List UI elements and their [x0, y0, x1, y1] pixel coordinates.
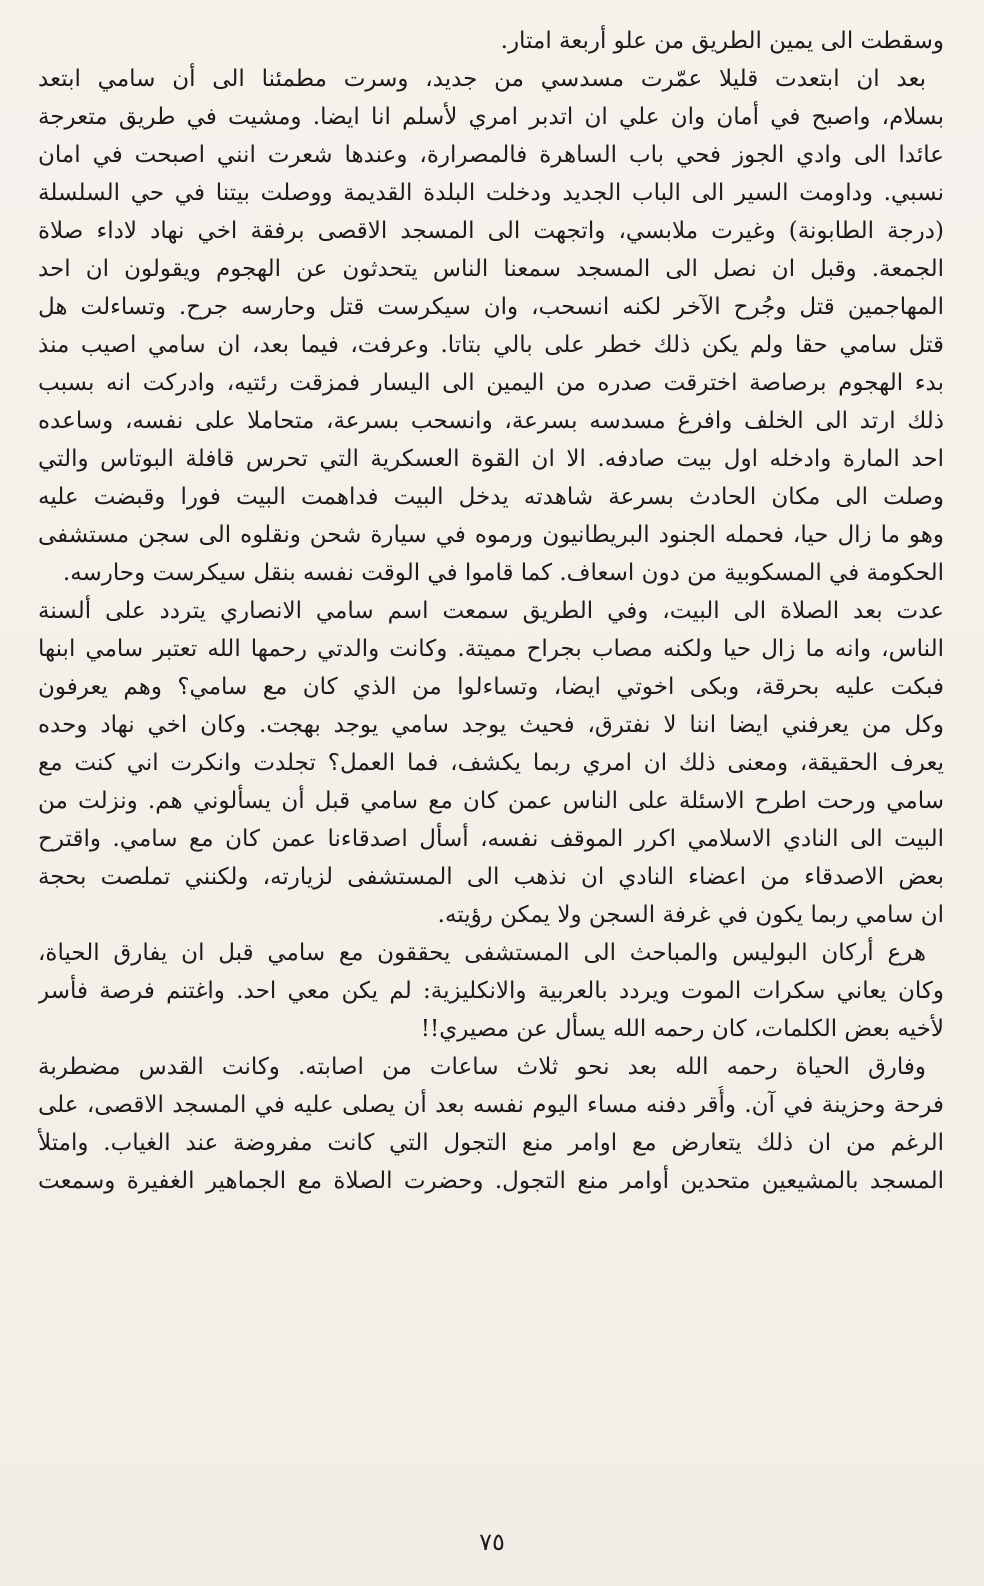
text-line: وكان يعاني سكرات الموت ويردد بالعربية والانكليزية: لم يكن معي احد. واغتنم فرصة فأسر — [38, 978, 944, 1004]
text-line: وهو ما زال حيا، فحمله الجنود البريطانيون ورموه في سيارة شحن ونقلوه الى سجن مستشفى — [38, 522, 944, 548]
text-line: بعد ان ابتعدت قليلا عمّرت مسدسي من جديد، وسرت مطمئنا الى أن سامي ابتعد — [38, 66, 926, 92]
text-line: المهاجمين قتل وجُرح الآخر لكنه انسحب، وان سيكرست قتل وحارسه جرح. وتساءلت هل — [38, 294, 944, 320]
text-line: عدت بعد الصلاة الى البيت، وفي الطريق سمعت اسم سامي الانصاري يتردد على ألسنة — [38, 598, 944, 624]
page-number: ٧٥ — [479, 1528, 505, 1556]
text-line: فرحة وحزينة في آن. وأُقر دفنه مساء اليوم نفسه بعد أن يصلى عليه في المسجد الاقصى، على — [38, 1092, 944, 1118]
text-line: وكل من يعرفني ايضا اننا لا نفترق، فحيث يوجد سامي يوجد بهجت. وكان اخي نهاد وحده — [38, 712, 944, 738]
text-line: ان سامي ربما يكون في غرفة السجن ولا يمكن رؤيته. — [437, 902, 944, 928]
text-line: وصلت الى مكان الحادث بسرعة شاهدته يدخل البيت فداهمت البيت فورا وقبضت عليه — [38, 484, 944, 510]
text-line: البيت الى النادي الاسلامي اكرر الموقف نفسه، أسأل اصدقاءنا عمن كان مع سامي. واقترح — [38, 826, 944, 852]
text-line: ذلك ارتد الى الخلف وافرغ مسدسه بسرعة، وانسحب بسرعة، متحاملا على نفسه، وساعده — [38, 408, 944, 434]
text-line: لأخيه بعض الكلمات، كان رحمه الله يسأل عن مصيري!! — [420, 1016, 944, 1042]
text-line: قتل سامي حقا ولم يكن ذلك خطر على بالي بتاتا. وعرفت، فيما بعد، ان سامي اصيب منذ — [38, 332, 944, 358]
text-line: الناس، وانه ما زال حيا ولكنه مصاب بجراح مميتة. وكانت والدتي رحمها الله تعتبر سامي ابنها — [38, 636, 944, 662]
text-line: بسلام، واصبح في أمان وان علي ان اتدبر امري لأسلم انا ايضا. ومشيت في طريق متعرجة — [38, 104, 944, 130]
text-line: عائدا الى وادي الجوز فحي باب الساهرة فالمصرارة، وعندها شعرت انني اصبحت في امان — [38, 142, 944, 168]
body-text — [38, 22, 944, 1200]
text-line: وفارق الحياة رحمه الله بعد نحو ثلاث ساعات من اصابته. وكانت القدس مضطربة — [38, 1054, 926, 1080]
text-line: الجمعة. وقبل ان نصل الى المسجد سمعنا الناس يتحدثون عن الهجوم ويقولون ان احد — [38, 256, 944, 282]
text-line: وسقطت الى يمين الطريق من علو أربعة امتار. — [500, 28, 944, 54]
text-line: الحكومة في المسكوبية من دون اسعاف. كما قاموا في الوقت نفسه بنقل سيكرست وحارسه. — [62, 560, 944, 586]
text-line: هرع أركان البوليس والمباحث الى المستشفى يحققون مع سامي قبل ان يفارق الحياة، — [38, 940, 926, 966]
text-line: بعض الاصدقاء من اعضاء النادي ان نذهب الى المستشفى لزيارته، ولكنني تملصت بحجة — [38, 864, 944, 890]
text-line: سامي ورحت اطرح الاسئلة على الناس عمن كان مع سامي قبل أن يسألوني هم. ونزلت من — [38, 788, 944, 814]
text-line: الرغم من ان ذلك يتعارض مع اوامر منع التجول التي كانت مفروضة عند الغياب. وامتلأ — [38, 1130, 944, 1156]
text-line: احد المارة وادخله اول بيت صادفه. الا ان القوة العسكرية التي تحرس قافلة البوتاس والتي — [38, 446, 944, 472]
text-line: (درجة الطابونة) وغيرت ملابسي، واتجهت الى المسجد الاقصى برفقة اخي نهاد لاداء صلاة — [38, 218, 944, 244]
text-line: نسبي. وداومت السير الى الباب الجديد ودخلت البلدة القديمة ووصلت بيتنا في حي السلسلة — [38, 180, 944, 206]
text-line: المسجد بالمشيعين متحدين أوامر منع التجول. وحضرت الصلاة مع الجماهير الغفيرة وسمعت — [38, 1168, 944, 1194]
text-line: فبكت عليه بحرقة، وبكى اخوتي ايضا، وتساءلوا من الذي كان مع سامي؟ وهم يعرفون — [38, 674, 944, 700]
text-line: يعرف الحقيقة، ومعنى ذلك ان امري ربما يكشف، فما العمل؟ تجلدت وانكرت اني كنت مع — [38, 750, 944, 776]
text-line: بدء الهجوم برصاصة اخترقت صدره من اليمين الى اليسار فمزقت رئتيه، وادركت انه بسبب — [38, 370, 944, 396]
